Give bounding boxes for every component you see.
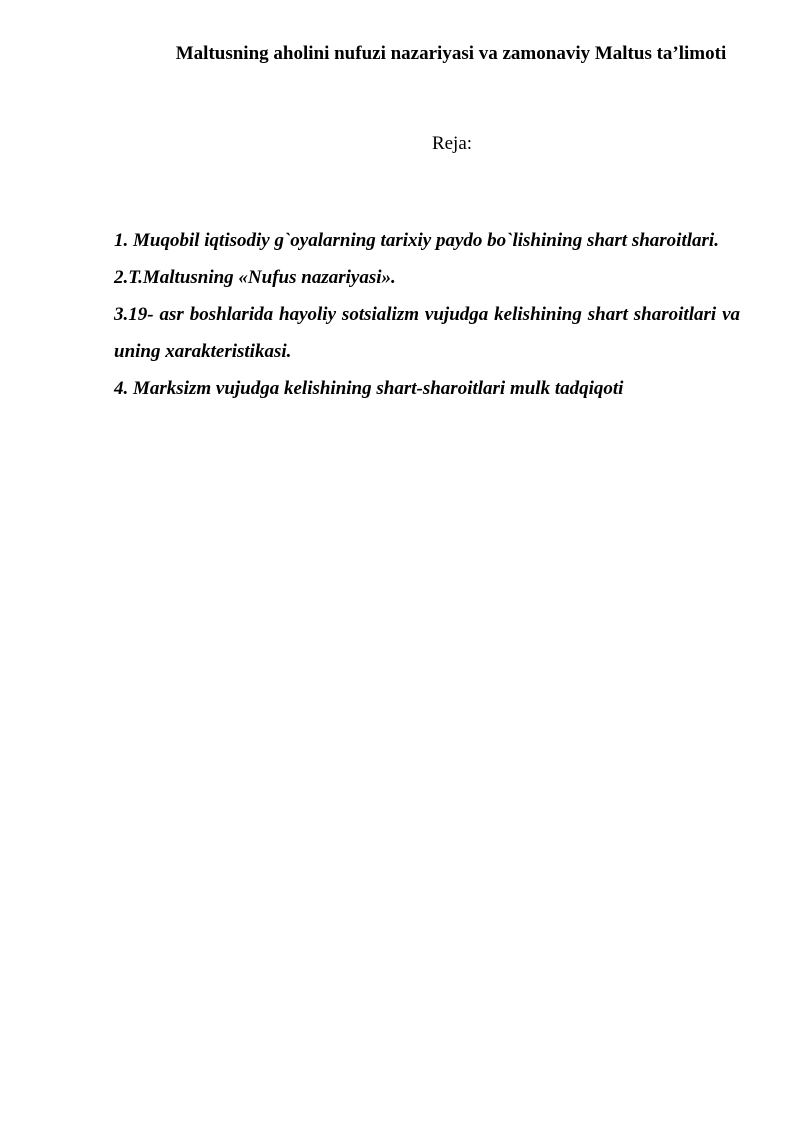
plan-item-3: 3.19- asr boshlarida hayoliy sotsializm vujudga kelishining shart sharoitlari va uning xarakteristikasi. bbox=[114, 304, 740, 362]
plan-list bbox=[114, 222, 740, 407]
plan-item-2: 2.T.Maltusning «Nufus nazariyasi». bbox=[114, 267, 396, 288]
plan-item-4: 4. Marksizm vujudga kelishining shart-sharoitlari mulk tadqiqoti bbox=[114, 378, 624, 399]
plan-heading: Reja: bbox=[431, 133, 473, 154]
document-title: Maltusning aholini nufuzi nazariyasi va zamonaviy Maltus ta’limoti bbox=[175, 43, 727, 64]
plan-item-1: 1. Muqobil iqtisodiy g`oyalarning tarixiy paydo bo`lishining shart sharoitlari. bbox=[114, 230, 719, 251]
